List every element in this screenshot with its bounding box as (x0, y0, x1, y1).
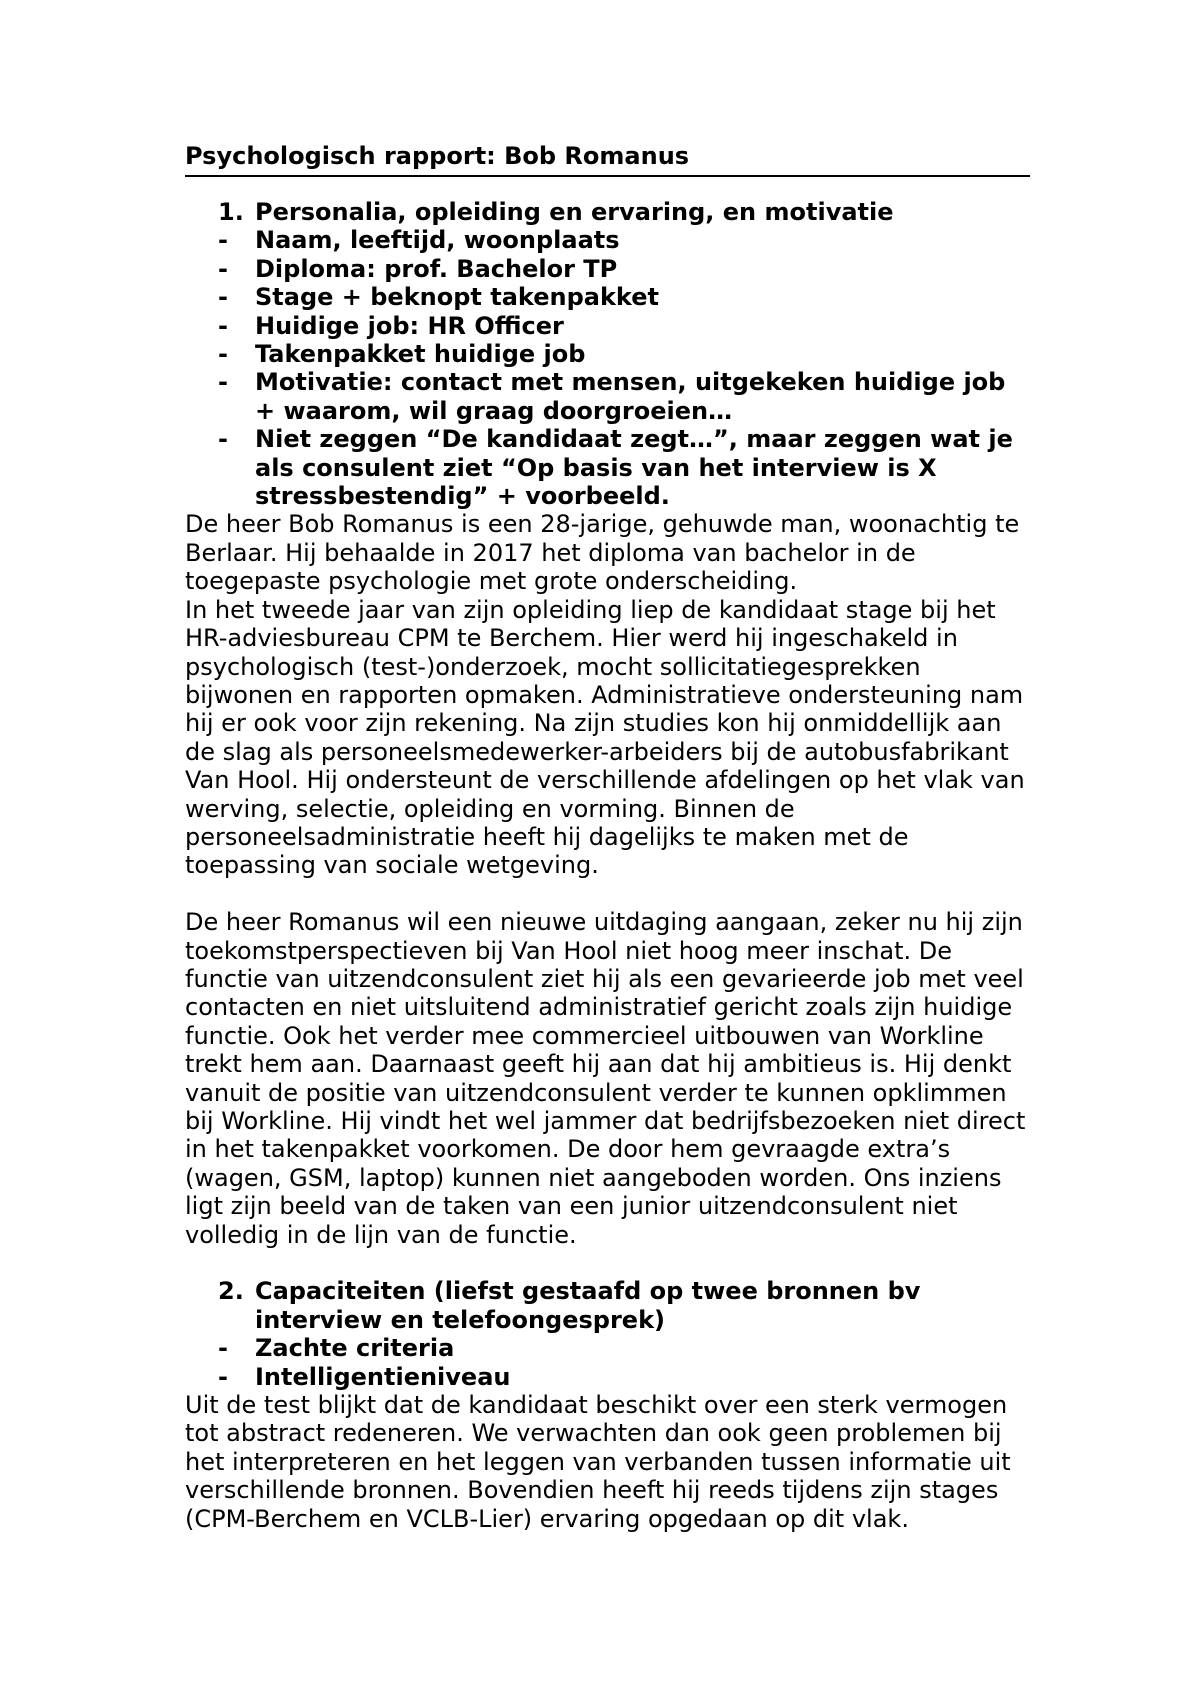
section-number: 2. (218, 1277, 244, 1306)
list-item (185, 368, 1030, 425)
bullet-dash: - (218, 311, 228, 340)
bullet-dash: - (218, 1334, 228, 1363)
list-item (185, 425, 1030, 510)
list-item (185, 340, 1030, 368)
section-heading-text: Capaciteiten (liefst gestaafd op twee bronnen bv interview en telefoongesprek) (255, 1277, 921, 1334)
list-item (185, 255, 1030, 283)
bullet-dash: - (218, 1362, 228, 1391)
list-item-text: Naam, leeftijd, woonplaats (255, 226, 620, 255)
bullet-dash: - (218, 283, 228, 312)
list-item-text: Motivatie: contact met mensen, uitgekeken huidige job + waarom, wil graag doorgroeien… (255, 368, 1006, 425)
bullet-dash: - (218, 425, 228, 454)
bullet-dash: - (218, 254, 228, 283)
paragraph-experience: In het tweede jaar van zijn opleiding liep de kandidaat stage bij het HR-adviesbureau CPM te Berchem. Hier werd hij ingeschakeld in psychologisch (test-)onderzoek, mocht sollicitatiegesprekken bijwonen en rapporten opmaken. Administratieve ondersteuning nam hij er ook voor zijn rekening. Na zijn studies kon hij onmiddellijk aan de slag als personeelsmedewerker-arbeiders bij de autobusfabrikant Van Hool. Hij ondersteunt de verschillende afdelingen op het vlak van werving, selectie, opleiding en vorming. Binnen de personeelsadministratie heeft hij dagelijks te maken met de toepassing van sociale wetgeving. (185, 595, 1025, 880)
list-item (185, 226, 1030, 254)
list-item-text: Diploma: prof. Bachelor TP (255, 254, 618, 283)
list-item (185, 312, 1030, 340)
section-number: 1. (218, 198, 244, 226)
list-item (185, 1334, 1030, 1362)
list-item-text: Zachte criteria (255, 1334, 455, 1363)
list-item-text: Niet zeggen “De kandidaat zegt…”, maar zeggen wat je als consulent ziet “Op basis van het interview is X stressbestendig” + voorbeeld. (255, 425, 1013, 511)
section-1-bullets (185, 226, 1030, 510)
bullet-dash: - (218, 226, 228, 255)
list-item-text: Huidige job: HR Officer (255, 311, 564, 340)
section-2-heading-list (185, 1277, 1030, 1334)
paragraph-gap (185, 880, 1030, 908)
section-2-heading (185, 1277, 1030, 1334)
section-1-heading (185, 198, 1030, 226)
section-heading-text: Personalia, opleiding en ervaring, en motivatie (255, 198, 894, 226)
section-2-bullets (185, 1334, 1030, 1391)
document-title: Psychologisch rapport: Bob Romanus (185, 140, 1030, 177)
section-1-heading-list (185, 198, 1030, 226)
list-item-text: Stage + beknopt takenpakket (255, 283, 659, 312)
document-content (185, 140, 1030, 1533)
list-item-text: Intelligentieniveau (255, 1362, 511, 1391)
bullet-dash: - (218, 340, 228, 369)
paragraph-gap (185, 1249, 1030, 1277)
list-item (185, 283, 1030, 311)
paragraph-motivation: De heer Romanus wil een nieuwe uitdaging aangaan, zeker nu hij zijn toekomstperspectieven bij Van Hool niet hoog meer inschat. De functie van uitzendconsulent ziet hij als een gevarieerde job met veel contacten en niet uitsluitend administratief gericht zoals zijn huidige functie. Ook het verder mee commercieel uitbouwen van Workline trekt hem aan. Daarnaast geeft hij aan dat hij ambitieus is. Hij denkt vanuit de positie van uitzendconsulent verder te kunnen opklimmen bij Workline. Hij vindt het wel jammer dat bedrijfsbezoeken niet direct in het takenpakket voorkomen. De door hem gevraagde extra’s (wagen, GSM, laptop) kunnen niet aangeboden worden. Ons inziens ligt zijn beeld van de taken van een junior uitzendconsulent niet volledig in de lijn van de functie. (185, 908, 1026, 1249)
list-item (185, 1363, 1030, 1391)
list-item-text: Takenpakket huidige job (255, 340, 586, 369)
spacer (185, 177, 1030, 198)
paragraph-intelligence: Uit de test blijkt dat de kandidaat beschikt over een sterk vermogen tot abstract redeneren. We verwachten dan ook geen problemen bij het interpreteren en het leggen van verbanden tussen informatie uit verschillende bronnen. Bovendien heeft hij reeds tijdens zijn stages (CPM-Berchem en VCLB-Lier) ervaring opgedaan op dit vlak. (185, 1391, 1011, 1533)
paragraph-personalia: De heer Bob Romanus is een 28-jarige, gehuwde man, woonachtig te Berlaar. Hij behaalde in 2017 het diploma van bachelor in de toegepaste psychologie met grote onderscheiding. (185, 510, 1020, 596)
bullet-dash: - (218, 368, 228, 397)
